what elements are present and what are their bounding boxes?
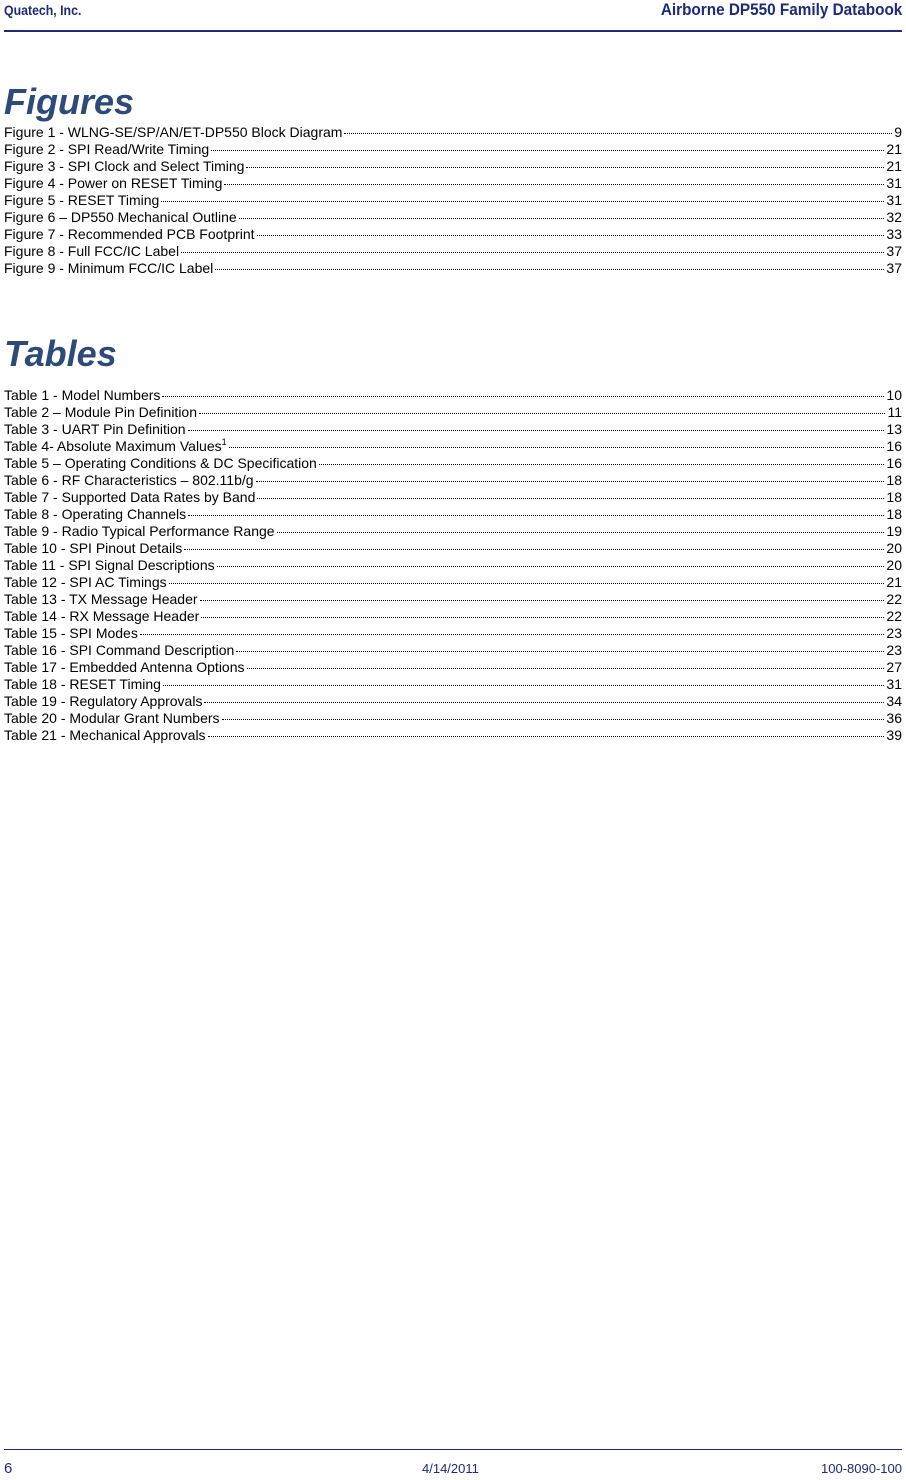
table-toc-entry[interactable] xyxy=(4,625,902,642)
dot-leader xyxy=(215,269,884,270)
dot-leader xyxy=(222,719,885,720)
dot-leader xyxy=(184,549,884,550)
table-toc-entry[interactable] xyxy=(4,727,902,744)
footer-date: 4/14/2011 xyxy=(422,1461,479,1476)
table-toc-entry[interactable] xyxy=(4,472,902,489)
page-header xyxy=(4,0,902,32)
toc-page-number: 32 xyxy=(886,209,902,225)
toc-page-number: 19 xyxy=(886,523,902,539)
toc-entry-label-text: Table 8 - Operating Channels xyxy=(4,506,187,522)
toc-entry-label-text: Table 5 – Operating Conditions & DC Specification xyxy=(4,455,317,471)
toc-entry-label xyxy=(4,455,317,472)
toc-entry-label-text: Table 21 - Mechanical Approvals xyxy=(4,727,206,743)
toc-entry-label-text: Table 11 - SPI Signal Descriptions xyxy=(4,557,215,573)
toc-entry-label xyxy=(4,625,138,642)
dot-leader xyxy=(257,498,884,499)
table-toc-entry[interactable] xyxy=(4,438,902,455)
figure-toc-entry[interactable] xyxy=(4,124,902,141)
toc-page-number: 23 xyxy=(886,625,902,641)
toc-page-number: 37 xyxy=(886,243,902,259)
toc-page-number: 11 xyxy=(887,404,902,420)
toc-entry-label-text: Figure 8 - Full FCC/IC Label xyxy=(4,243,180,259)
dot-leader xyxy=(162,396,884,397)
toc-entry-label-text: Table 2 – Module Pin Definition xyxy=(4,404,198,420)
toc-entry-label xyxy=(4,141,209,158)
dot-leader xyxy=(188,430,885,431)
toc-entry-label xyxy=(4,574,167,591)
toc-page-number: 22 xyxy=(886,591,902,607)
toc-entry-label-text: Table 7 - Supported Data Rates by Band xyxy=(4,489,256,505)
toc-entry-label-text: Figure 1 - WLNG-SE/SP/AN/ET-DP550 Block Diagram xyxy=(4,124,343,140)
toc-entry-label xyxy=(4,175,222,192)
toc-page-number: 31 xyxy=(886,192,902,208)
toc-entry-label-text: Figure 9 - Minimum FCC/IC Label xyxy=(4,260,214,276)
toc-entry-label xyxy=(4,659,245,676)
dot-leader xyxy=(211,150,884,151)
toc-entry-label xyxy=(4,591,198,608)
dot-leader xyxy=(224,184,884,185)
table-toc-entry[interactable] xyxy=(4,523,902,540)
toc-page-number: 20 xyxy=(886,557,902,573)
figure-toc-entry[interactable] xyxy=(4,226,902,243)
toc-entry-label xyxy=(4,710,220,727)
dot-leader xyxy=(344,133,892,134)
toc-page-number: 39 xyxy=(886,727,902,743)
toc-page-number: 16 xyxy=(886,438,902,454)
toc-page-number: 9 xyxy=(894,124,902,140)
table-toc-entry[interactable] xyxy=(4,540,902,557)
figures-heading: Figures xyxy=(4,81,135,122)
toc-page-number: 18 xyxy=(886,489,902,505)
dot-leader xyxy=(239,218,885,219)
toc-page-number: 31 xyxy=(886,175,902,191)
toc-entry-label xyxy=(4,642,234,659)
toc-page-number: 20 xyxy=(886,540,902,556)
toc-entry-label-text: Table 9 - Radio Typical Performance Range xyxy=(4,523,275,539)
table-toc-entry[interactable] xyxy=(4,659,902,676)
toc-entry-label xyxy=(4,506,186,523)
page-footer xyxy=(4,1449,902,1480)
toc-entry-label xyxy=(4,226,255,243)
toc-entry-label xyxy=(4,438,227,455)
table-toc-entry[interactable] xyxy=(4,506,902,523)
dot-leader xyxy=(277,532,885,533)
dot-leader xyxy=(229,447,885,448)
dot-leader xyxy=(236,651,884,652)
dot-leader xyxy=(200,600,885,601)
toc-page-number: 21 xyxy=(886,574,902,590)
toc-page-number: 16 xyxy=(886,455,902,471)
toc-entry-label-text: Figure 2 - SPI Read/Write Timing xyxy=(4,141,210,157)
table-toc-entry[interactable] xyxy=(4,574,902,591)
dot-leader xyxy=(201,617,884,618)
dot-leader xyxy=(217,566,885,567)
tables-heading: Tables xyxy=(4,333,117,374)
tables-list xyxy=(4,387,902,744)
dot-leader xyxy=(140,634,885,635)
toc-entry-label xyxy=(4,243,179,260)
toc-entry-label xyxy=(4,421,186,438)
table-toc-entry[interactable] xyxy=(4,455,902,472)
toc-page-number: 10 xyxy=(886,387,902,403)
toc-entry-label-text: Table 13 - TX Message Header xyxy=(4,591,198,607)
toc-entry-label-text: Figure 5 - RESET Timing xyxy=(4,192,160,208)
toc-entry-label-text: Table 20 - Modular Grant Numbers xyxy=(4,710,220,726)
toc-entry-label-text: Table 18 - RESET Timing xyxy=(4,676,161,692)
toc-entry-label xyxy=(4,727,206,744)
toc-page-number: 33 xyxy=(886,226,902,242)
toc-entry-label xyxy=(4,676,161,693)
dot-leader xyxy=(247,668,885,669)
toc-entry-label xyxy=(4,489,255,506)
toc-entry-label-text: Table 6 - RF Characteristics – 802.11b/g xyxy=(4,472,254,488)
toc-entry-label-text: Table 4- Absolute Maximum Values xyxy=(4,438,222,454)
toc-page-number: 13 xyxy=(886,421,902,437)
toc-entry-label-text: Table 3 - UART Pin Definition xyxy=(4,421,186,437)
figures-list xyxy=(4,124,902,277)
dot-leader xyxy=(188,515,884,516)
toc-entry-label-text: Table 17 - Embedded Antenna Options xyxy=(4,659,245,675)
figure-toc-entry[interactable] xyxy=(4,192,902,209)
dot-leader xyxy=(208,736,885,737)
toc-entry-label xyxy=(4,192,159,209)
toc-entry-label-text: Table 19 - Regulatory Approvals xyxy=(4,693,203,709)
table-toc-entry[interactable] xyxy=(4,387,902,404)
dot-leader xyxy=(319,464,885,465)
toc-page-number: 21 xyxy=(886,158,902,174)
figure-toc-entry[interactable] xyxy=(4,141,902,158)
toc-entry-label-text: Table 15 - SPI Modes xyxy=(4,625,138,641)
figure-toc-entry[interactable] xyxy=(4,175,902,192)
table-toc-entry[interactable] xyxy=(4,557,902,574)
table-toc-entry[interactable] xyxy=(4,710,902,727)
toc-page-number: 34 xyxy=(886,693,902,709)
table-toc-entry[interactable] xyxy=(4,676,902,693)
toc-entry-label xyxy=(4,540,182,557)
page-number: 6 xyxy=(4,1460,13,1477)
toc-entry-label xyxy=(4,608,199,625)
dot-leader xyxy=(257,235,885,236)
toc-entry-label xyxy=(4,387,160,404)
toc-entry-label-text: Table 14 - RX Message Header xyxy=(4,608,200,624)
dot-leader xyxy=(199,413,885,414)
toc-entry-label-text: Table 1 - Model Numbers xyxy=(4,387,161,403)
toc-page-number: 37 xyxy=(886,260,902,276)
footnote-marker: 1 xyxy=(221,437,227,447)
toc-page-number: 18 xyxy=(886,472,902,488)
toc-page-number: 36 xyxy=(886,710,902,726)
toc-entry-label-text: Table 12 - SPI AC Timings xyxy=(4,574,167,590)
toc-page-number: 31 xyxy=(886,676,902,692)
toc-entry-label xyxy=(4,124,342,141)
table-toc-entry[interactable] xyxy=(4,421,902,438)
toc-page-number: 23 xyxy=(886,642,902,658)
document-number: 100-8090-100 xyxy=(821,1461,902,1476)
toc-entry-label xyxy=(4,557,215,574)
toc-entry-label xyxy=(4,260,213,277)
figure-toc-entry[interactable] xyxy=(4,260,902,277)
table-toc-entry[interactable] xyxy=(4,608,902,625)
table-toc-entry[interactable] xyxy=(4,489,902,506)
toc-page-number: 27 xyxy=(886,659,902,675)
figure-toc-entry[interactable] xyxy=(4,243,902,260)
toc-entry-label-text: Figure 4 - Power on RESET Timing xyxy=(4,175,223,191)
toc-entry-label xyxy=(4,693,202,710)
toc-entry-label-text: Figure 7 - Recommended PCB Footprint xyxy=(4,226,255,242)
dot-leader xyxy=(169,583,885,584)
dot-leader xyxy=(181,252,884,253)
toc-page-number: 21 xyxy=(886,141,902,157)
dot-leader xyxy=(256,481,885,482)
toc-page-number: 22 xyxy=(886,608,902,624)
toc-entry-label xyxy=(4,523,275,540)
toc-entry-label-text: Table 16 - SPI Command Description xyxy=(4,642,235,658)
figure-toc-entry[interactable] xyxy=(4,158,902,175)
toc-page-number: 18 xyxy=(886,506,902,522)
table-toc-entry[interactable] xyxy=(4,642,902,659)
dot-leader xyxy=(246,167,884,168)
dot-leader xyxy=(161,201,884,202)
company-name: Quatech, Inc. xyxy=(4,2,82,18)
dot-leader xyxy=(204,702,884,703)
toc-entry-label-text: Figure 6 – DP550 Mechanical Outline xyxy=(4,209,237,225)
table-toc-entry[interactable] xyxy=(4,404,902,421)
toc-entry-label-text: Figure 3 - SPI Clock and Select Timing xyxy=(4,158,245,174)
figure-toc-entry[interactable] xyxy=(4,209,902,226)
toc-entry-label-text: Table 10 - SPI Pinout Details xyxy=(4,540,183,556)
table-toc-entry[interactable] xyxy=(4,591,902,608)
toc-entry-label xyxy=(4,472,254,489)
document-title: Airborne DP550 Family Databook xyxy=(660,0,902,19)
toc-entry-label xyxy=(4,209,237,226)
toc-entry-label xyxy=(4,404,197,421)
table-toc-entry[interactable] xyxy=(4,693,902,710)
toc-entry-label xyxy=(4,158,244,175)
dot-leader xyxy=(163,685,885,686)
